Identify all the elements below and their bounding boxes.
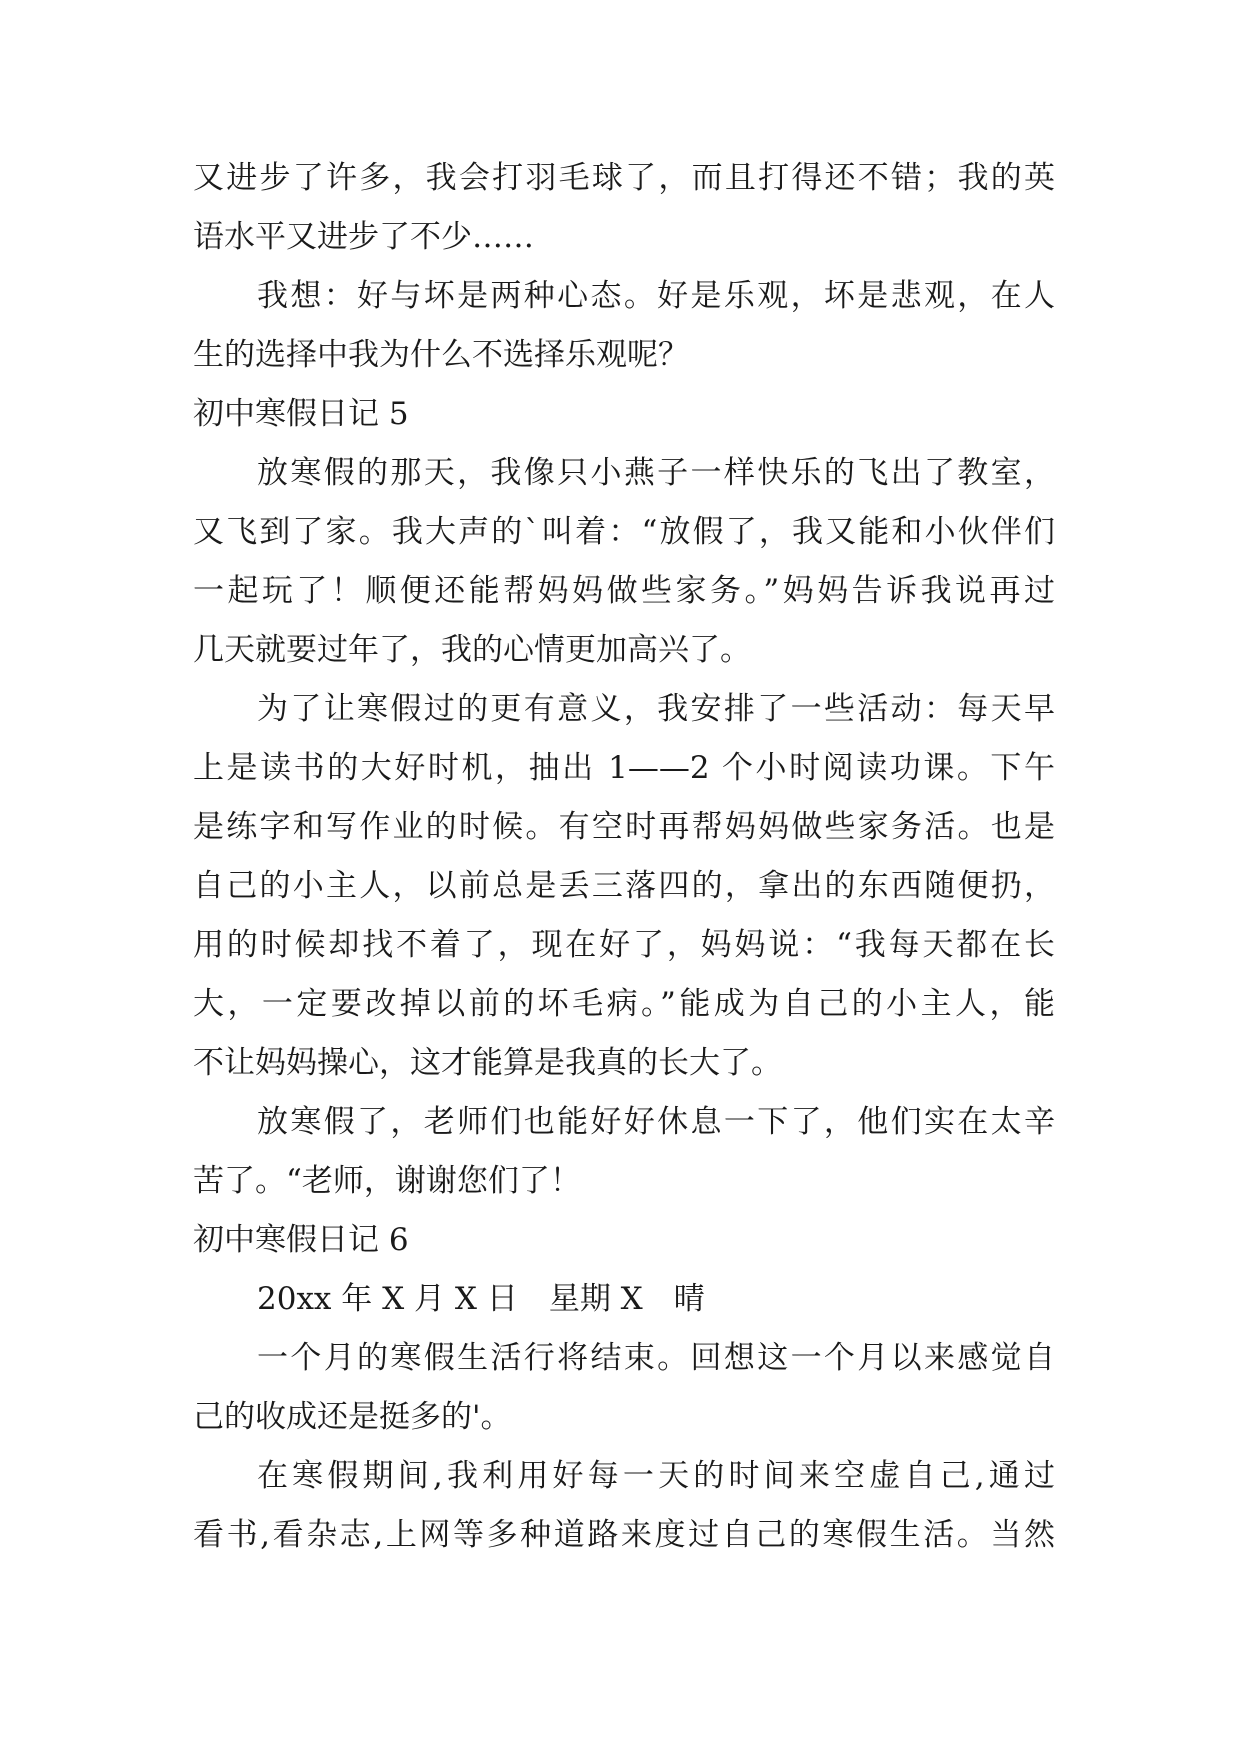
paragraph-line: 一起玩了！顺便还能帮妈妈做些家务。”妈妈告诉我说再过 [193, 573, 1055, 609]
paragraph-line: 大，一定要改掉以前的坏毛病。”能成为自己的小主人，能 [193, 986, 1055, 1022]
paragraph-line: 又飞到了家。我大声的`叫着：“放假了，我又能和小伙伴们 [193, 514, 1055, 550]
paragraph-line: 苦了。“老师，谢谢您们了！ [193, 1163, 581, 1199]
paragraph-line: 几天就要过年了，我的心情更加高兴了。 [193, 632, 751, 668]
paragraph-line: 我想：好与坏是两种心态。好是乐观，坏是悲观，在人 [257, 278, 1055, 314]
paragraph-line: 放寒假了，老师们也能好好休息一下了，他们实在太辛 [257, 1104, 1055, 1140]
paragraph-line: 在寒假期间,我利用好每一天的时间来空虚自己,通过 [257, 1458, 1055, 1494]
section-heading: 初中寒假日记 5 [193, 396, 409, 432]
diary-date-line: 20xx 年 X 月 X 日 星期 X 晴 [257, 1281, 705, 1317]
section-heading: 初中寒假日记 6 [193, 1222, 409, 1258]
paragraph-line: 己的收成还是挺多的'。 [193, 1399, 512, 1435]
paragraph-line: 自己的小主人，以前总是丢三落四的，拿出的东西随便扔， [193, 868, 1055, 904]
paragraph-line: 又进步了许多，我会打羽毛球了，而且打得还不错；我的英 [193, 160, 1055, 196]
paragraph-line: 上是读书的大好时机，抽出 1——2 个小时阅读功课。下午 [193, 750, 1055, 786]
paragraph-line: 生的选择中我为什么不选择乐观呢？ [193, 337, 689, 373]
paragraph-line: 语水平又进步了不少…… [193, 219, 534, 255]
paragraph-line: 看书,看杂志,上网等多种道路来度过自己的寒假生活。当然 [193, 1517, 1055, 1553]
paragraph-line: 是练字和写作业的时候。有空时再帮妈妈做些家务活。也是 [193, 809, 1055, 845]
paragraph-line: 为了让寒假过的更有意义，我安排了一些活动：每天早 [257, 691, 1055, 727]
paragraph-line: 用的时候却找不着了，现在好了，妈妈说：“我每天都在长 [193, 927, 1055, 963]
paragraph-line: 一个月的寒假生活行将结束。回想这一个月以来感觉自 [257, 1340, 1055, 1376]
paragraph-line: 不让妈妈操心，这才能算是我真的长大了。 [193, 1045, 782, 1081]
paragraph-line: 放寒假的那天，我像只小燕子一样快乐的飞出了教室， [257, 455, 1055, 491]
